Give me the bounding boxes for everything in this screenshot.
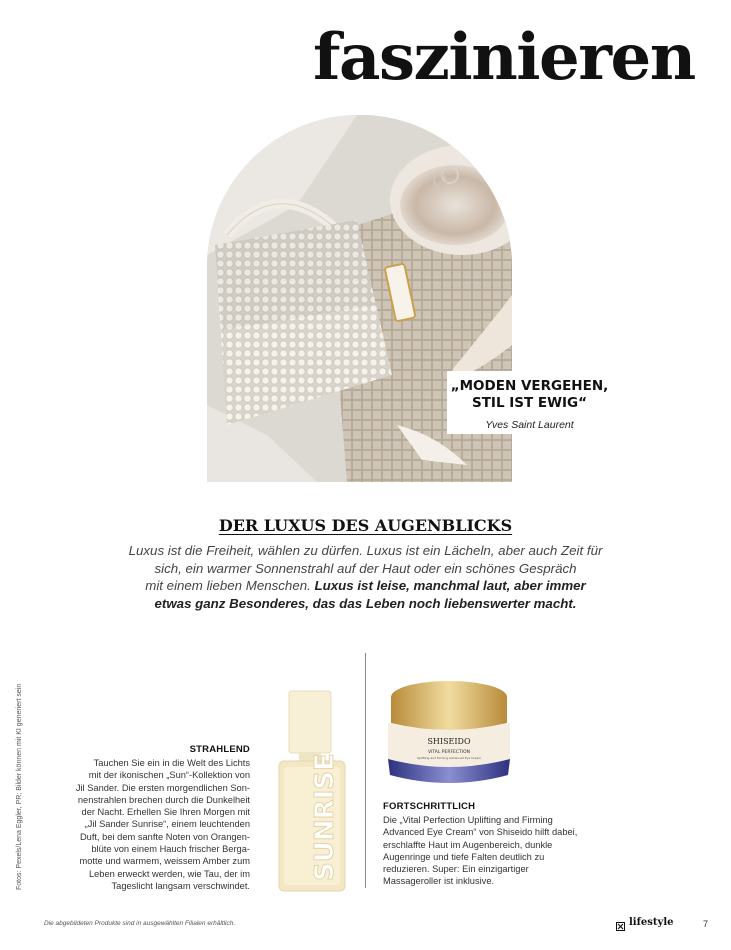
product-line: blüte von einem Hauch frischer Berga- [91, 844, 250, 855]
perfume-bottle-image [275, 689, 350, 894]
quote-box [447, 371, 612, 434]
section-title: DER LUXUS DES AUGENBLICKS [218, 516, 513, 535]
product-line: Advanced Eye Cream“ von Shiseido hilft dabei, [383, 827, 578, 838]
quote-line: „MODEN VERGEHEN, [450, 378, 609, 394]
jar-sub: Uplifting and Firming Advanced Eye Cream [416, 756, 482, 760]
intro-bold: Luxus ist leise, manchmal laut, aber immer [314, 578, 586, 593]
footer-note: Die abgebildeten Produkte sind in ausgewählten Filialen erhältlich. [44, 920, 236, 927]
quote-author: Yves Saint Laurent [485, 419, 574, 431]
jar-line: VITAL PERFECTION [427, 750, 471, 755]
photo-credit-text: Fotos: Pexels/Lena Eggler, PR; Bilder können mit KI generiert sein [16, 683, 23, 890]
brand-name: lifestyle [629, 917, 674, 928]
intro-paragraph [80, 542, 651, 612]
product-line: der Nacht. Erhellen Sie Ihren Morgen mit [81, 807, 250, 818]
photo-credit [6, 672, 26, 890]
product-line: „Jil Sander Sunrise“, einem leuchtenden [84, 819, 250, 830]
bottle-name: SUNRISE [310, 753, 340, 881]
product-line: Tauchen Sie ein in die Welt des Lichts [93, 758, 250, 768]
product-heading-strahlend: STRAHLEND [189, 744, 250, 755]
product-line: Tageslicht langsam verschwindet. [111, 880, 250, 891]
product-line: reduzieren. Super: Ein einzigartiger [383, 864, 529, 875]
quote-line: STIL IST EWIG“ [471, 395, 587, 411]
product-line: nenstrahlen brechen durch die Dunkelheit [77, 794, 250, 805]
quote-text [447, 378, 612, 412]
jar-brand: SHISEIDO [427, 737, 471, 746]
intro-line-mixed [80, 577, 651, 595]
intro-line: Luxus ist die Freiheit, wählen zu dürfen. Luxus ist ein Lächeln, aber auch Zeit für [128, 543, 603, 558]
product-text-strahlend [55, 757, 250, 892]
product-line: motte und warmem, weissem Amber zum [79, 856, 250, 867]
brand-mark [616, 917, 673, 928]
intro-line: sich, ein warmer Sonnenstrahl auf der Haut oder ein schönes Gespräch [154, 560, 577, 576]
cream-jar-image [378, 673, 520, 793]
product-line: Leben erweckt werden, wie Tau, der im [88, 868, 250, 879]
product-line: Duft, bei dem sanfte Noten von Orangen- [79, 831, 250, 842]
intro-line: mit einem lieben Menschen. [145, 578, 311, 593]
product-line: Augenringe und tiefe Falten deutlich zu [383, 851, 545, 862]
product-text-fortschrittlich [383, 814, 588, 888]
intro-bold: etwas ganz Besonderes, das das Leben noch liebenswerter macht. [154, 595, 577, 611]
product-line: Die „Vital Perfection Uplifting and Firming [383, 815, 553, 825]
product-heading-fortschrittlich: FORTSCHRITTLICH [383, 801, 476, 812]
brand-logo-icon [616, 918, 625, 927]
product-line: Jil Sander. Die ersten morgendlichen Son- [75, 782, 250, 793]
product-line: mit der ikonischen „Sun“-Kollektion von [88, 770, 250, 781]
product-line: Massageroller ist inklusive. [383, 876, 495, 887]
column-divider [365, 653, 366, 888]
page-headline: faszinieren [313, 20, 695, 95]
page-number: 7 [703, 919, 709, 929]
product-line: erschlaffte Haut im Augenbereich, dunkle [383, 839, 553, 850]
